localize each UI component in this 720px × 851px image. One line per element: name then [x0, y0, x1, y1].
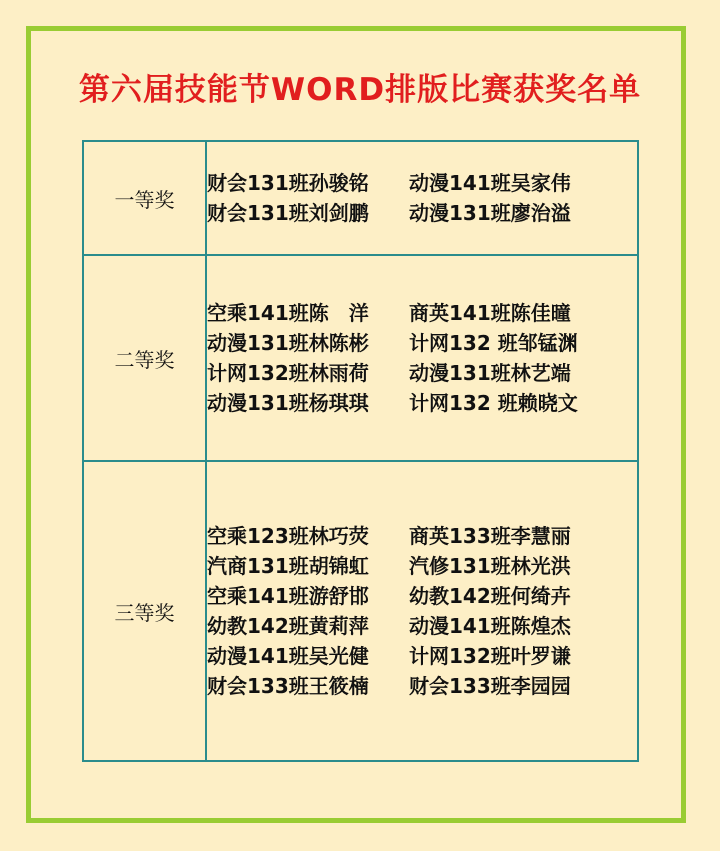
page-title: 第六届技能节WORD排版比赛获奖名单: [78, 72, 642, 108]
awards-table: [82, 140, 639, 762]
winner-name: 商英141班陈佳曈: [409, 301, 571, 325]
winner-name: 财会133班李园园: [409, 674, 571, 698]
award-level: 二等奖: [83, 255, 206, 461]
winner-row: [207, 671, 637, 701]
award-row-third: [83, 461, 638, 761]
winner-name: 财会131班刘剑鹏: [207, 201, 369, 225]
winner-row: [207, 611, 637, 641]
winner-name: 动漫131班林陈彬: [207, 331, 369, 355]
winner-name: 动漫131班林艺端: [409, 361, 571, 385]
winner-name: 商英133班李慧丽: [409, 524, 571, 548]
winner-name: 幼教142班何绮卉: [409, 584, 571, 608]
winner-name: 计网132 班赖晓文: [409, 391, 578, 415]
winner-name: 动漫141班陈煌杰: [409, 614, 571, 638]
winner-name: 动漫131班廖治溢: [409, 201, 571, 225]
winner-row: [207, 198, 637, 228]
winner-name: 计网132 班邹锰渊: [409, 331, 578, 355]
award-level: 一等奖: [83, 141, 206, 255]
winner-name: 空乘141班游舒邯: [207, 584, 369, 608]
winner-name: 财会131班孙骏铭: [207, 171, 369, 195]
winner-row: [207, 581, 637, 611]
winner-name: 动漫141班吴光健: [207, 644, 369, 668]
award-row-second: [83, 255, 638, 461]
winner-name: 幼教142班黄莉萍: [207, 614, 369, 638]
winner-list: [206, 255, 638, 461]
winner-row: [207, 298, 637, 328]
winner-name: 计网132班林雨荷: [207, 361, 369, 385]
winner-name: 计网132班叶罗谦: [409, 644, 571, 668]
winner-name: 汽商131班胡锦虹: [207, 554, 369, 578]
winner-row: [207, 641, 637, 671]
winner-row: [207, 358, 637, 388]
winner-row: [207, 388, 637, 418]
winner-row: [207, 328, 637, 358]
winner-name: 汽修131班林光洪: [409, 554, 571, 578]
award-level: 三等奖: [83, 461, 206, 761]
winner-name: 财会133班王筱楠: [207, 674, 369, 698]
winner-row: [207, 551, 637, 581]
winner-name: 空乘123班林巧荧: [207, 524, 369, 548]
winner-row: [207, 168, 637, 198]
winner-list: [206, 141, 638, 255]
winner-name: 动漫131班杨琪琪: [207, 391, 369, 415]
award-row-first: [83, 141, 638, 255]
winner-list: [206, 461, 638, 761]
winner-name: 空乘141班陈 洋: [207, 301, 369, 325]
winner-row: [207, 521, 637, 551]
winner-name: 动漫141班吴家伟: [409, 171, 571, 195]
